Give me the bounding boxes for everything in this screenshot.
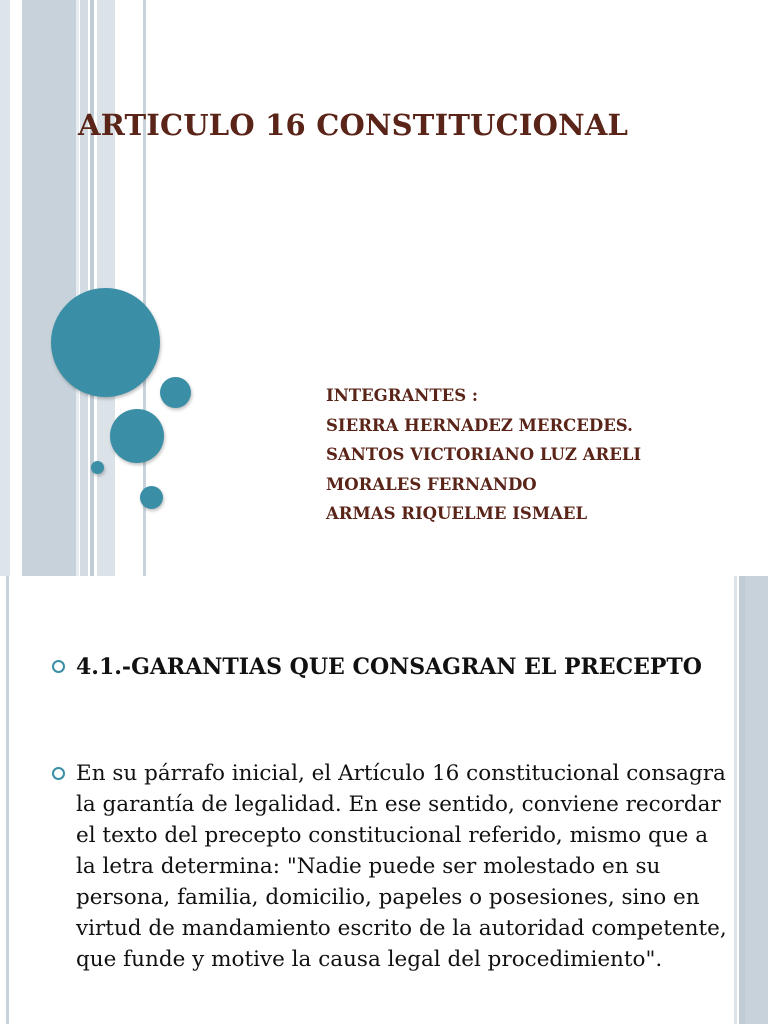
member-name: SANTOS VICTORIANO LUZ ARELI <box>326 445 642 464</box>
decorative-circle <box>91 461 104 474</box>
decorative-stripe <box>22 0 76 576</box>
bullet-body <box>52 758 732 975</box>
member-name: MORALES FERNANDO <box>326 474 537 494</box>
decorative-stripe <box>734 576 737 1024</box>
decorative-stripe <box>80 0 88 576</box>
decorative-circle <box>110 409 164 463</box>
content-slide <box>0 576 768 1024</box>
bullet-icon <box>52 767 65 780</box>
decorative-stripe <box>76 0 79 576</box>
decorative-stripe <box>90 0 94 576</box>
decorative-stripe <box>745 576 768 1024</box>
bullet-heading <box>52 652 732 683</box>
slide-title: ARTICULO 16 CONSTITUCIONAL <box>78 108 629 142</box>
body-paragraph: En su párrafo inicial, el Artículo 16 constitucional consagra la garantía de legalidad. En ese sentido, conviene recordar el texto del precepto constitucional referido, mismo que a la letra determina: "Nadie puede ser molestado en su persona, familia, domicilio, papeles o posesiones, sino en virtud de mandamiento escrito de la autoridad competente, que funde y motive la causa legal del procedimiento". <box>76 761 727 972</box>
member-name: SIERRA HERNADEZ MERCEDES. <box>326 415 633 435</box>
section-heading: 4.1.-GARANTIAS QUE CONSAGRAN EL PRECEPTO <box>76 654 702 680</box>
bullet-icon <box>52 660 65 673</box>
members-list <box>326 381 641 529</box>
decorative-circle <box>160 377 191 408</box>
decorative-circle <box>51 288 160 397</box>
decorative-circle <box>140 486 163 509</box>
decorative-stripe <box>0 0 10 576</box>
decorative-stripe <box>6 576 9 1024</box>
member-name: ARMAS RIQUELME ISMAEL <box>326 504 588 523</box>
members-heading: INTEGRANTES : <box>326 386 478 405</box>
